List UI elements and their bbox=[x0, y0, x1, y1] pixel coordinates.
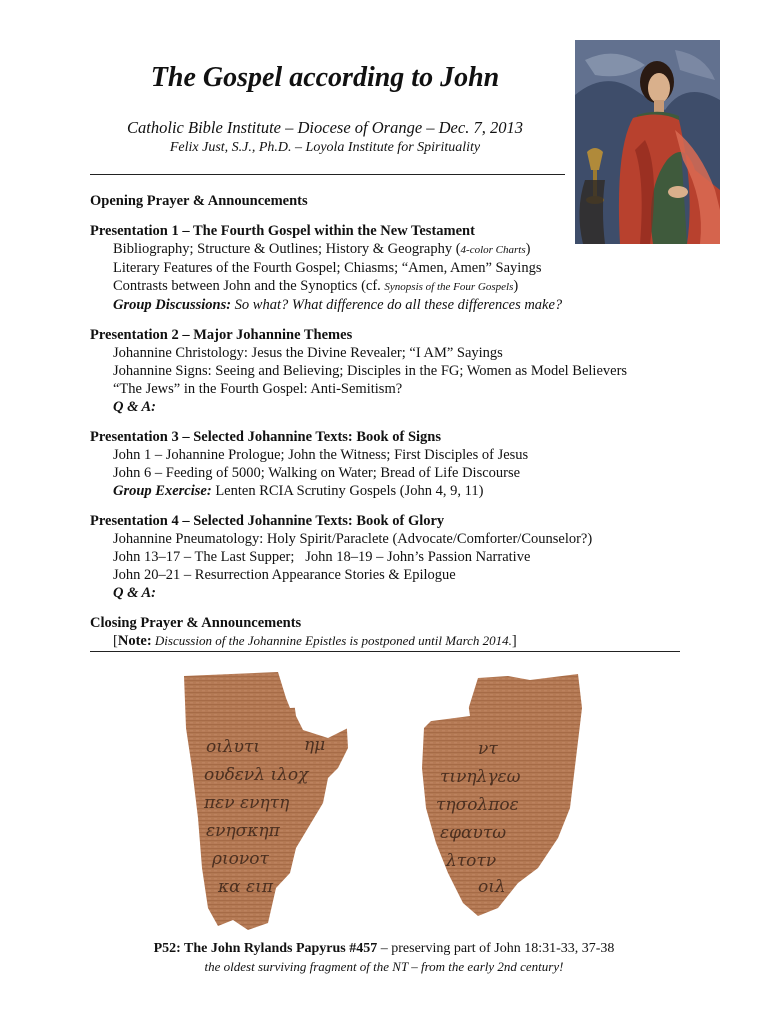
image-caption-subline: the oldest surviving fragment of the NT – from the early 2nd century! bbox=[204, 959, 564, 974]
qa-label: Q & A: bbox=[113, 585, 156, 601]
presentation-1-heading: Presentation 1 – The Fourth Gospel within the New Testament bbox=[90, 223, 475, 239]
agenda-item bbox=[90, 277, 710, 296]
opening-heading: Opening Prayer & Announcements bbox=[90, 193, 308, 209]
page-title: The Gospel according to John bbox=[150, 62, 500, 93]
presenter-line: Felix Just, S.J., Ph.D. – Loyola Institute for Spirituality bbox=[169, 140, 481, 155]
item-note: 4-color Charts bbox=[460, 244, 526, 256]
svg-text:ενησκηπ: ενησκηπ bbox=[206, 821, 280, 841]
svg-text:εφαυτω: εφαυτω bbox=[440, 823, 507, 843]
svg-text:οιλ: οιλ bbox=[478, 877, 506, 897]
agenda-item bbox=[90, 482, 710, 500]
svg-text:ντ: ντ bbox=[478, 739, 498, 759]
agenda-item: Literary Features of the Fourth Gospel; Chiasms; “Amen, Amen” Sayings bbox=[113, 260, 542, 276]
item-paren: ) bbox=[525, 241, 531, 257]
svg-text:ημ: ημ bbox=[304, 735, 326, 755]
bracket: ] bbox=[511, 633, 517, 649]
divider-bottom bbox=[90, 651, 680, 652]
agenda-item: John 1 – Johannine Prologue; John the Witness; First Disciples of Jesus bbox=[113, 447, 529, 463]
agenda-item bbox=[90, 240, 710, 259]
item-text: Contrasts between John and the Synoptics (cf. bbox=[113, 278, 385, 294]
image-caption bbox=[60, 941, 708, 957]
note-text: Discussion of the Johannine Epistles is postponed until March 2014. bbox=[151, 633, 512, 648]
svg-text:τησολποε: τησολποε bbox=[436, 795, 519, 815]
agenda bbox=[90, 192, 710, 662]
agenda-presentation-1 bbox=[90, 222, 710, 314]
closing-heading: Closing Prayer & Announcements bbox=[90, 615, 302, 631]
note-label: Note: bbox=[117, 633, 152, 649]
group-discussions-label: Group Discussions: bbox=[113, 297, 232, 313]
bracket: [ bbox=[113, 633, 118, 649]
svg-text:πεν ενητη: πεν ενητη bbox=[204, 793, 290, 813]
agenda-closing bbox=[90, 614, 710, 650]
event-subtitle: Catholic Bible Institute – Diocese of Orange – Dec. 7, 2013 bbox=[127, 118, 523, 137]
closing-note bbox=[90, 632, 710, 650]
agenda-item: Johannine Signs: Seeing and Believing; Disciples in the FG; Women as Model Believers bbox=[113, 363, 628, 379]
agenda-item: John 13–17 – The Last Supper; John 18–19 – John’s Passion Narrative bbox=[113, 549, 531, 565]
svg-text:οιλυτι: οιλυτι bbox=[206, 737, 261, 757]
caption-text: – preserving part of John 18:31-33, 37-38 bbox=[377, 941, 615, 956]
item-text: Bibliography; Structure & Outlines; History & Geography ( bbox=[113, 241, 461, 257]
agenda-presentation-3 bbox=[90, 428, 710, 500]
agenda-opening bbox=[90, 192, 710, 210]
agenda-presentation-4 bbox=[90, 512, 710, 602]
presentation-3-heading: Presentation 3 – Selected Johannine Texts: Book of Signs bbox=[90, 429, 441, 445]
caption-title: P52: The John Rylands Papyrus #457 bbox=[153, 941, 378, 956]
qa-label: Q & A: bbox=[113, 399, 156, 415]
group-exercise-label: Group Exercise: bbox=[113, 483, 212, 499]
agenda-item: Johannine Pneumatology: Holy Spirit/Paraclete (Advocate/Comforter/Counselor?) bbox=[113, 531, 593, 547]
item-text: Lenten RCIA Scrutiny Gospels (John 4, 9, 11) bbox=[211, 483, 484, 499]
presentation-4-heading: Presentation 4 – Selected Johannine Texts: Book of Glory bbox=[90, 513, 445, 529]
item-paren: ) bbox=[513, 278, 519, 294]
svg-text:τινηλγεω: τινηλγεω bbox=[440, 767, 521, 787]
svg-text:κα ειπ: κα ειπ bbox=[218, 877, 273, 897]
presentation-2-heading: Presentation 2 – Major Johannine Themes bbox=[90, 327, 353, 343]
divider-top bbox=[90, 174, 565, 175]
agenda-presentation-2 bbox=[90, 326, 710, 416]
svg-text:ουδενλ ιλοχ: ουδενλ ιλοχ bbox=[204, 765, 309, 785]
item-note: Synopsis of the Four Gospels bbox=[384, 281, 514, 293]
agenda-item: “The Jews” in the Fourth Gospel: Anti-Semitism? bbox=[113, 381, 403, 397]
agenda-item bbox=[90, 296, 710, 314]
agenda-item: John 20–21 – Resurrection Appearance Stories & Epilogue bbox=[113, 567, 456, 583]
item-text: So what? What difference do all these differences make? bbox=[231, 297, 563, 313]
agenda-item: Johannine Christology: Jesus the Divine Revealer; “I AM” Sayings bbox=[113, 345, 503, 361]
agenda-item: John 6 – Feeding of 5000; Walking on Water; Bread of Life Discourse bbox=[113, 465, 521, 481]
svg-text:ριονοτ: ριονοτ bbox=[212, 849, 269, 869]
papyrus-p52-image bbox=[178, 668, 588, 934]
svg-text:λτοτν: λτοτν bbox=[446, 851, 497, 871]
